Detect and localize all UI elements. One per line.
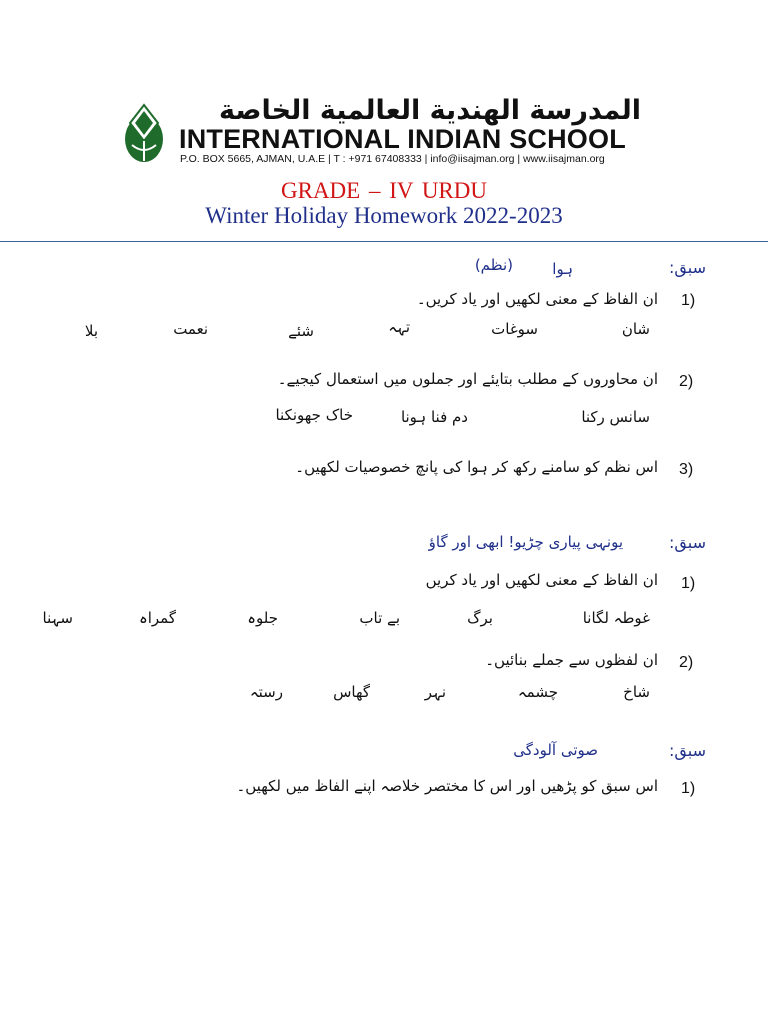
lesson-title: صوتی آلودگی <box>513 741 598 759</box>
grade-subject-heading: GRADE – IV URDU <box>281 178 487 203</box>
header-divider <box>0 241 768 242</box>
lesson-label: سبق: <box>669 258 706 277</box>
vocab-word: نعمت <box>173 320 208 338</box>
lesson-title-tag: (نظم) <box>474 256 513 274</box>
vocab-word: غوطہ لگانا <box>582 609 650 627</box>
vocab-word: شاخ <box>623 683 650 701</box>
lesson-label: سبق: <box>669 741 706 760</box>
question-text: ان محاوروں کے مطلب بتایئے اور جملوں میں استعمال کیجیے۔ <box>277 370 658 388</box>
question-number: 2) <box>679 373 694 390</box>
vocab-word: رستہ <box>249 683 283 701</box>
school-name-arabic: المدرسة الهندية العالمية الخاصة <box>219 95 641 126</box>
vocab-word: گھاس <box>333 683 370 701</box>
vocab-word: چشمہ <box>517 683 558 701</box>
question-number: 1) <box>681 292 696 309</box>
lesson-title: یونہی پیاری چڑیو! ابھی اور گاؤ <box>428 533 623 551</box>
question-number: 1) <box>681 575 696 592</box>
vocab-word: شئے <box>288 322 314 340</box>
question-number: 1) <box>681 780 696 797</box>
vocab-word: بلا <box>84 322 98 340</box>
question-text: ان الفاظ کے معنی لکھیں اور یاد کریں۔ <box>416 290 658 308</box>
homework-title: Winter Holiday Homework 2022-2023 <box>205 203 563 228</box>
question-number: 3) <box>679 461 694 478</box>
question-text: ان الفاظ کے معنی لکھیں اور یاد کریں <box>425 571 658 589</box>
question-text: ان لفظوں سے جملے بنائیں۔ <box>485 651 658 669</box>
school-logo <box>124 101 164 163</box>
vocab-word: تہہ <box>388 318 410 336</box>
school-address: P.O. BOX 5665, AJMAN, U.A.E | T : +971 67408333 | info@iisajman.org | www.iisajman.org <box>180 153 605 165</box>
question-text: اس نظم کو سامنے رکھ کر ہوا کی پانچ خصوصیات لکھیں۔ <box>295 458 658 476</box>
vocab-word: برگ <box>467 609 493 627</box>
idiom: خاک جھونکنا <box>275 406 353 424</box>
question-number: 2) <box>679 654 694 671</box>
vocab-word: بے تاب <box>359 609 400 627</box>
idiom: سانس رکنا <box>581 408 650 426</box>
lesson-label: سبق: <box>669 533 706 552</box>
vocab-word: سوغات <box>491 320 538 338</box>
question-text: اس سبق کو پڑھیں اور اس کا مختصر خلاصہ اپنے الفاظ میں لکھیں۔ <box>236 777 658 795</box>
vocab-word: جلوہ <box>247 609 278 627</box>
lesson-title: ہوا <box>552 260 573 278</box>
vocab-word: شان <box>621 320 650 338</box>
vocab-word: نہر <box>424 683 446 701</box>
vocab-word: سہنا <box>42 609 73 627</box>
vocab-word: گمراہ <box>138 609 176 627</box>
idiom: دم فنا ہونا <box>400 408 468 426</box>
school-name-english: INTERNATIONAL INDIAN SCHOOL <box>179 124 626 154</box>
